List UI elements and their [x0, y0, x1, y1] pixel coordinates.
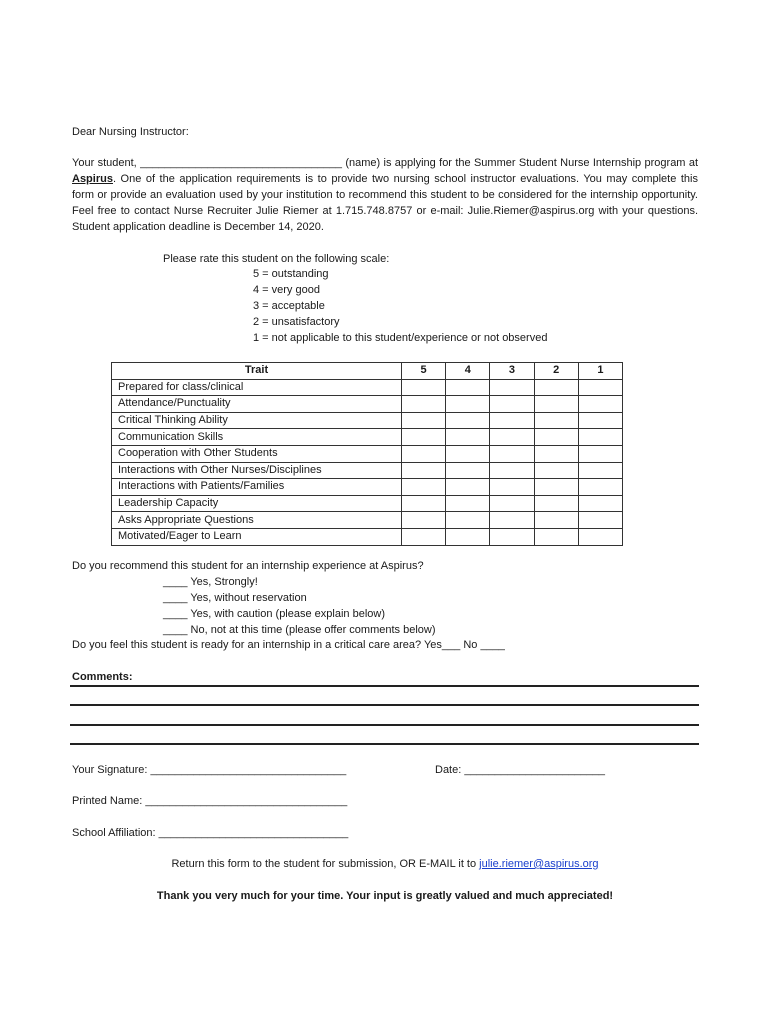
- table-row: [112, 412, 623, 429]
- table-row: [112, 512, 623, 529]
- rating-cell-5[interactable]: [402, 462, 446, 479]
- scale-item-4: 4 = very good: [253, 284, 320, 296]
- trait-name: Prepared for class/clinical: [112, 379, 402, 396]
- scale-item-1: 1 = not applicable to this student/experience or not observed: [253, 332, 548, 344]
- rating-cell-2[interactable]: [534, 412, 578, 429]
- rating-cell-3[interactable]: [490, 528, 534, 545]
- rating-cell-1[interactable]: [578, 512, 622, 529]
- rating-cell-1[interactable]: [578, 396, 622, 413]
- table-row: [112, 528, 623, 545]
- comment-line-2[interactable]: [70, 704, 699, 706]
- trait-name: Interactions with Other Nurses/Disciplines: [112, 462, 402, 479]
- rating-cell-4[interactable]: [446, 528, 490, 545]
- printed-name-field[interactable]: Printed Name: _________________________________: [72, 795, 348, 807]
- rating-cell-2[interactable]: [534, 495, 578, 512]
- rating-table: [111, 362, 623, 546]
- rating-cell-1[interactable]: [578, 462, 622, 479]
- rating-cell-5[interactable]: [402, 396, 446, 413]
- rating-cell-3[interactable]: [490, 495, 534, 512]
- table-row: [112, 479, 623, 496]
- rating-cell-4[interactable]: [446, 445, 490, 462]
- rating-cell-5[interactable]: [402, 379, 446, 396]
- school-affiliation-field[interactable]: School Affiliation: _______________________________: [72, 827, 349, 839]
- rating-cell-1[interactable]: [578, 479, 622, 496]
- org-name: Aspirus: [72, 173, 113, 185]
- recommend-question: Do you recommend this student for an internship experience at Aspirus?: [72, 560, 424, 572]
- intro-paragraph: [72, 155, 698, 235]
- scale-item-5: 5 = outstanding: [253, 268, 329, 280]
- rating-cell-2[interactable]: [534, 528, 578, 545]
- rating-cell-1[interactable]: [578, 495, 622, 512]
- comment-line-3[interactable]: [70, 724, 699, 726]
- rating-cell-2[interactable]: [534, 429, 578, 446]
- rating-cell-5[interactable]: [402, 512, 446, 529]
- return-instructions: [0, 858, 770, 870]
- trait-name: Interactions with Patients/Families: [112, 479, 402, 496]
- intro-text-middle: (name) is applying for the Summer Student Nurse Internship program at: [341, 157, 698, 169]
- rating-cell-3[interactable]: [490, 462, 534, 479]
- rating-cell-3[interactable]: [490, 379, 534, 396]
- comment-line-4[interactable]: [70, 743, 699, 745]
- trait-name: Asks Appropriate Questions: [112, 512, 402, 529]
- intro-text-start: Your student,: [72, 157, 141, 169]
- comment-line-1[interactable]: [70, 685, 699, 687]
- table-row: [112, 495, 623, 512]
- rating-cell-2[interactable]: [534, 396, 578, 413]
- rating-cell-3[interactable]: [490, 396, 534, 413]
- intro-text-rest: . One of the application requirements is to provide two nursing school instructor evaluations. You may complete this form or provide an evaluation used by your institution to recommend this student to be considered for the internship opportunity. Feel free to contact Nurse Recruiter Julie Riemer at 1.715.748.8757 or e-mail: Julie.Riemer@aspirus.org with your questions. Student application deadline is December 14, 2020.: [72, 173, 698, 233]
- rating-cell-3[interactable]: [490, 429, 534, 446]
- recommend-option-strongly[interactable]: ____ Yes, Strongly!: [163, 576, 258, 588]
- scale-item-2: 2 = unsatisfactory: [253, 316, 340, 328]
- rating-cell-1[interactable]: [578, 412, 622, 429]
- table-row: [112, 462, 623, 479]
- table-row: [112, 445, 623, 462]
- trait-name: Communication Skills: [112, 429, 402, 446]
- header-5: 5: [402, 363, 446, 380]
- rating-cell-4[interactable]: [446, 412, 490, 429]
- rating-cell-5[interactable]: [402, 479, 446, 496]
- scale-intro: Please rate this student on the following scale:: [163, 253, 390, 265]
- return-text: Return this form to the student for submission, OR E-MAIL it to: [171, 858, 480, 870]
- rating-table-header: [112, 363, 623, 380]
- rating-cell-2[interactable]: [534, 379, 578, 396]
- thank-you-note: Thank you very much for your time. Your input is greatly valued and much appreciated!: [156, 890, 614, 902]
- recommend-option-with-caution[interactable]: ____ Yes, with caution (please explain below): [163, 608, 385, 620]
- rating-cell-4[interactable]: [446, 429, 490, 446]
- rating-cell-3[interactable]: [490, 512, 534, 529]
- rating-cell-4[interactable]: [446, 379, 490, 396]
- trait-name: Attendance/Punctuality: [112, 396, 402, 413]
- salutation: Dear Nursing Instructor:: [72, 126, 189, 138]
- trait-name: Cooperation with Other Students: [112, 445, 402, 462]
- rating-cell-5[interactable]: [402, 495, 446, 512]
- rating-cell-5[interactable]: [402, 528, 446, 545]
- rating-cell-2[interactable]: [534, 479, 578, 496]
- trait-name: Motivated/Eager to Learn: [112, 528, 402, 545]
- rating-cell-2[interactable]: [534, 445, 578, 462]
- header-trait: Trait: [112, 363, 402, 380]
- rating-cell-2[interactable]: [534, 462, 578, 479]
- rating-cell-3[interactable]: [490, 412, 534, 429]
- scale-item-3: 3 = acceptable: [253, 300, 325, 312]
- header-2: 2: [534, 363, 578, 380]
- trait-name: Critical Thinking Ability: [112, 412, 402, 429]
- email-link[interactable]: julie.riemer@aspirus.org: [479, 858, 599, 870]
- table-row: [112, 396, 623, 413]
- header-1: 1: [578, 363, 622, 380]
- rating-cell-5[interactable]: [402, 445, 446, 462]
- rating-cell-4[interactable]: [446, 495, 490, 512]
- table-row: [112, 379, 623, 396]
- rating-cell-4[interactable]: [446, 462, 490, 479]
- rating-cell-1[interactable]: [578, 379, 622, 396]
- date-field[interactable]: Date: _______________________: [435, 764, 606, 776]
- signature-field[interactable]: Your Signature: ________________________________: [72, 764, 347, 776]
- rating-cell-2[interactable]: [534, 512, 578, 529]
- recommend-option-no[interactable]: ____ No, not at this time (please offer comments below): [163, 624, 436, 636]
- rating-cell-5[interactable]: [402, 412, 446, 429]
- student-name-blank[interactable]: _________________________________: [140, 157, 342, 169]
- table-row: [112, 429, 623, 446]
- header-3: 3: [490, 363, 534, 380]
- rating-cell-5[interactable]: [402, 429, 446, 446]
- rating-cell-3[interactable]: [490, 479, 534, 496]
- comments-label: Comments:: [72, 671, 133, 683]
- recommend-option-without-reservation[interactable]: ____ Yes, without reservation: [163, 592, 307, 604]
- rating-cell-1[interactable]: [578, 528, 622, 545]
- rating-cell-4[interactable]: [446, 479, 490, 496]
- rating-cell-1[interactable]: [578, 429, 622, 446]
- trait-name: Leadership Capacity: [112, 495, 402, 512]
- rating-cell-1[interactable]: [578, 445, 622, 462]
- critical-care-question[interactable]: Do you feel this student is ready for an internship in a critical care area? Yes___ No ____: [72, 639, 505, 651]
- rating-cell-4[interactable]: [446, 396, 490, 413]
- header-4: 4: [446, 363, 490, 380]
- rating-cell-3[interactable]: [490, 445, 534, 462]
- rating-cell-4[interactable]: [446, 512, 490, 529]
